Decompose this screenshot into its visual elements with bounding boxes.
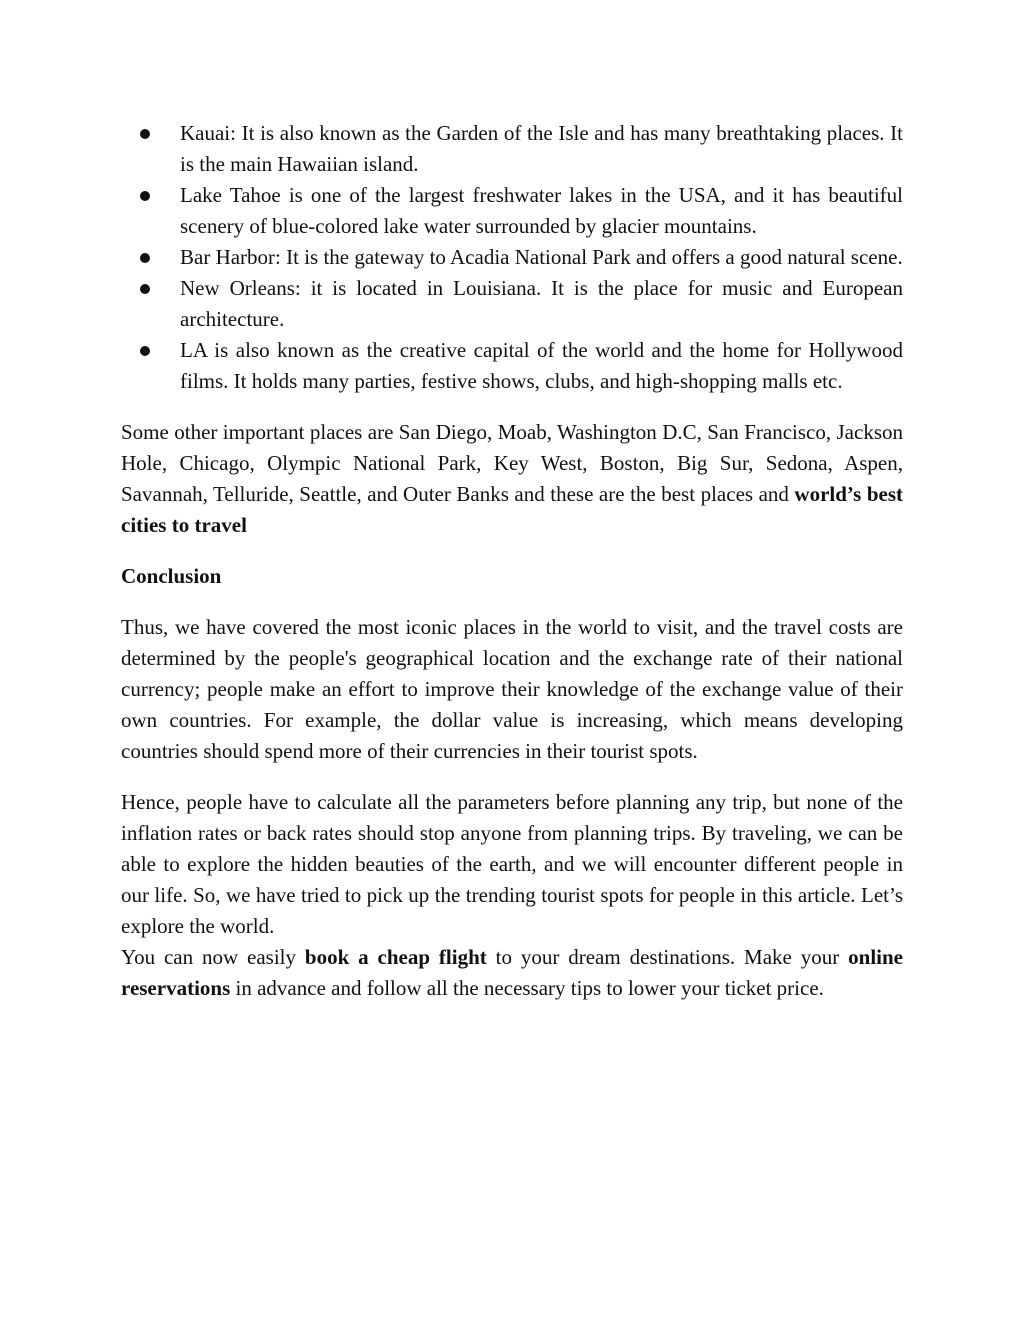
thus-paragraph: Thus, we have covered the most iconic places in the world to visit, and the travel costs are determined by the people's geographical location and the exchange rate of their national currency; people make an effort to improve their knowledge of the exchange value of their own countries. For example, the dollar value is increasing, which means developing countries should spend more of their currencies in their tourist spots. <box>121 615 903 763</box>
booking-text-2: to your dream destinations. Make your <box>486 945 849 969</box>
booking-text-1: You can now easily <box>121 945 305 969</box>
conclusion-heading: Conclusion <box>121 564 222 588</box>
list-item <box>121 335 903 397</box>
list-item-text: Lake Tahoe is one of the largest freshwater lakes in the USA, and it has beautiful scenery of blue-colored lake water surrounded by glacier mountains. <box>180 183 903 238</box>
booking-paragraph <box>121 942 903 1004</box>
bullet-icon <box>140 191 150 201</box>
list-item-text: LA is also known as the creative capital of the world and the home for Hollywood films. It holds many parties, festive shows, clubs, and high-shopping malls etc. <box>180 338 903 393</box>
list-item <box>121 273 903 335</box>
other-places-text: Some other important places are San Diego, Moab, Washington D.C, San Francisco, Jackson Hole, Chicago, Olympic National Park, Key West, Boston, Big Sur, Sedona, Aspen, Savannah, Telluride, Seattle, and Outer Banks and these are the best places and <box>121 420 903 506</box>
list-item-text: New Orleans: it is located in Louisiana. It is the place for music and European architecture. <box>180 276 903 331</box>
destination-list <box>121 118 903 397</box>
best-cities-link[interactable]: world’s best cities to travel <box>121 482 903 537</box>
online-reservations-link[interactable]: online reservations <box>121 945 903 1000</box>
bullet-icon <box>140 253 150 263</box>
list-item <box>121 242 903 273</box>
cheap-flight-link[interactable]: book a cheap flight <box>304 945 487 969</box>
hence-paragraph: Hence, people have to calculate all the parameters before planning any trip, but none of the inflation rates or back rates should stop anyone from planning trips. By traveling, we can be able to explore the hidden beauties of the earth, and we will encounter different people in our life. So, we have tried to pick up the trending tourist spots for people in this article. Let’s explore the world. <box>121 790 903 938</box>
booking-text-3: in advance and follow all the necessary tips to lower your ticket price. <box>230 976 824 1000</box>
list-item <box>121 118 903 180</box>
list-item-text: Kauai: It is also known as the Garden of the Isle and has many breathtaking places. It is the main Hawaiian island. <box>180 121 903 176</box>
document-page <box>121 118 903 1004</box>
bullet-icon <box>140 284 150 294</box>
bullet-icon <box>140 346 150 356</box>
list-item-text: Bar Harbor: It is the gateway to Acadia National Park and offers a good natural scene. <box>180 245 903 269</box>
list-item <box>121 180 903 242</box>
other-places-paragraph <box>121 417 903 541</box>
bullet-icon <box>140 129 150 139</box>
